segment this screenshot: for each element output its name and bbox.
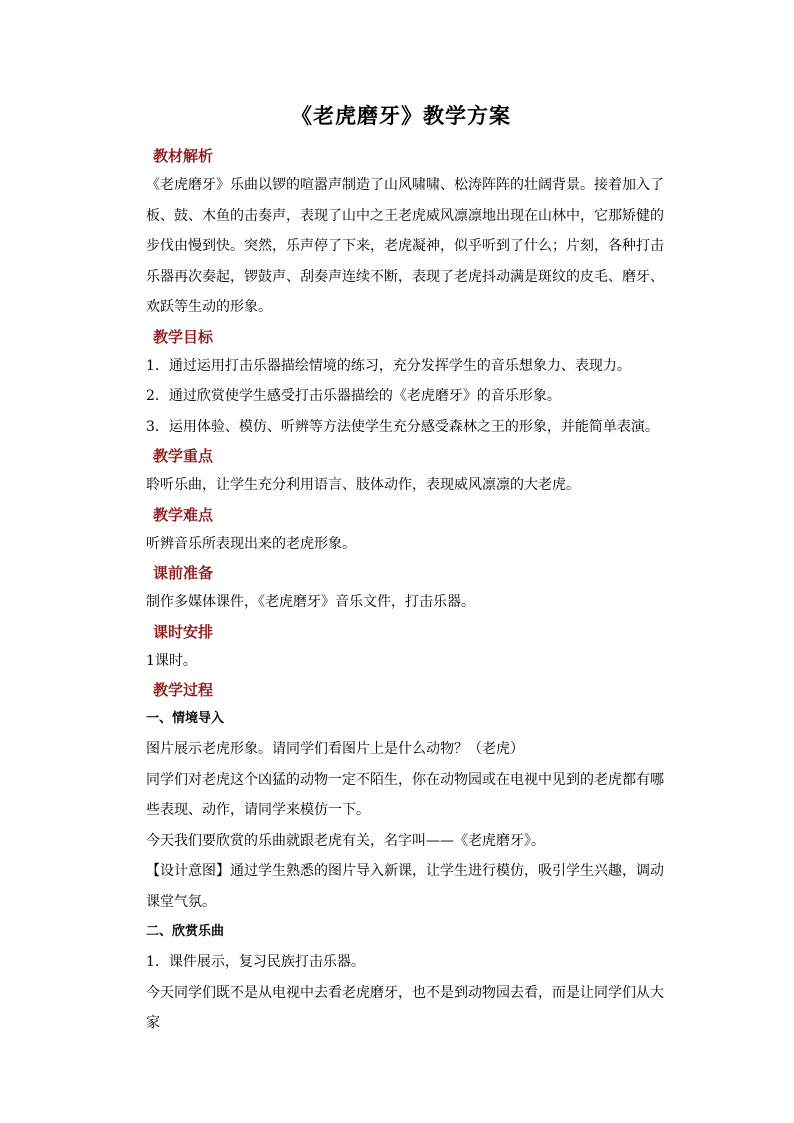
section-heading: 教材解析 [153, 147, 214, 165]
paragraph: 1课时。 [146, 652, 197, 669]
section-heading: 教学难点 [153, 505, 214, 524]
paragraph: 制作多媒体课件，《老虎磨牙》音乐文件，打击乐器。 [146, 594, 475, 610]
paragraph: 今天同学们既不是从电视中去看老虎磨牙，也不是到动物园去看，而是让同学们从大家 [146, 984, 664, 1031]
page-title: 《老虎磨牙》教学方案 [291, 104, 511, 128]
section-heading: 课前准备 [153, 564, 214, 582]
subsection-heading: 二、欣赏乐曲 [146, 924, 225, 939]
paragraph: 1．课件展示，复习民族打击乐器。 [146, 954, 365, 970]
paragraph: 聆听乐曲，让学生充分利用语言、肢体动作，表现威风凛凛的大老虎。 [146, 477, 580, 493]
paragraph: 1．通过运用打击乐器描绘情境的练习，充分发挥学生的音乐想象力、表现力。 [146, 357, 631, 374]
section-heading: 教学目标 [153, 327, 214, 346]
paragraph: 《老虎磨牙》乐曲以锣的喧嚣声制造了山风啸啸、松涛阵阵的壮阔背景。接着加入了板、鼓、木鱼的击奏声，表现了山中之王老虎威风凛凛地出现在山林中，它那矫健的步伐由慢到快。突然，乐声停了下来，老虎凝神，似乎听到了什么；片刻，各种打击乐器再次奏起，锣鼓声、刮奏声连续不断，表现了老虎抖动满是斑纹的皮毛、磨牙、欢跃等生动的形象。 [146, 177, 664, 315]
paragraph: 听辨音乐所表现出来的老虎形象。 [146, 535, 356, 552]
section-heading: 教学重点 [153, 447, 214, 465]
subsection-heading: 一、情境导入 [146, 711, 225, 726]
paragraph: 3．运用体验、模仿、听辨等方法使学生充分感受森林之王的形象，并能简单表演。 [146, 418, 659, 435]
paragraph: 【设计意图】通过学生熟悉的图片导入新课，让学生进行模仿，吸引学生兴趣，调动课堂气氛。 [146, 863, 664, 910]
paragraph: 图片展示老虎形象。请同学们看图片上是什么动物？（老虎） [146, 741, 524, 757]
section-heading: 教学过程 [153, 681, 214, 699]
paragraph: 同学们对老虎这个凶猛的动物一定不陌生，你在动物园或在电视中见到的老虎都有哪些表现、动作，请同学来模仿一下。 [146, 771, 664, 818]
paragraph: 2．通过欣赏使学生感受打击乐器描绘的《老虎磨牙》的音乐形象。 [146, 388, 561, 404]
section-heading: 课时安排 [153, 622, 214, 641]
paragraph: 今天我们要欣赏的乐曲就跟老虎有关，名字叫——《老虎磨牙》。 [146, 832, 545, 849]
